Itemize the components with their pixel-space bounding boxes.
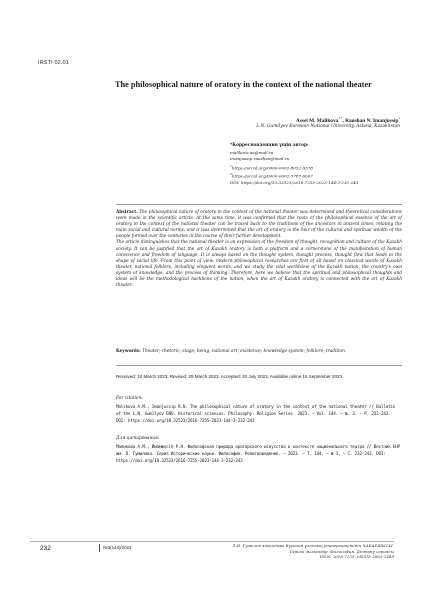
publication-dates: Received: 10 March 2023. Revised: 25 March 2023. Accepted: 30 July 2023. Available online 15 September 2023. — [116, 374, 344, 379]
bulletin-line: Л.Н. Гумилев атындағы Еуразия ұлттық университетінің ХАБАРШЫСЫ. — [232, 543, 394, 548]
author-separator: , — [342, 117, 346, 124]
abstract-paragraph: The article distinguishes that the national theater is an expression of the freedom of thought, recognition and culture of the Kazakh society. It can be justified that the art of Kazakh oratory is both a platform and a cornerstone of the manifestation of human conscience and freedom of language. It is always based on the thought system, thought process, thought flow that leads to the shape of social life. From this point of view, modern philosophical researches are first of all based on classical words of Kazakh theater, national folklore, including eloquent words, and we study the vital worldview of the Kazakh nation, the country's own system of knowledge, and the process of thinking. Therefore, here we believe that the spiritual and philosophical thoughts and ideas will be the methodological backbone of the nation, when the art of Kazakh oratory is connected with the art of Kazakh theater. — [116, 240, 402, 289]
keywords-text: Theater; rhetoric; stage; being; national art; existence; knowledge system; folklore; tradition. — [140, 349, 347, 354]
footer-divider — [30, 541, 394, 542]
citation-english: Malikova A.M., Imanjussip R.N. The philosophical nature of oratory in the context of the national theater // Bulletin of the L.N. Gumilyov ENU. Historical sciences. Philosophy. Religion Series. 2023. – Vol. 144. – №. 3. – P. 232-243. DOI: https://doi.org/10.32523/2616-7255-2023-144-3-232-243 — [116, 405, 396, 424]
footer-separator — [99, 544, 100, 552]
orcid-mark: 2 — [230, 172, 232, 177]
citation-label: For citation: — [116, 396, 143, 401]
author-first: Assel M. Malikova — [296, 117, 339, 124]
doi-link[interactable]: DOI: https://doi.org/10.32523/2616-7255-2023-144-3-232-243 — [230, 180, 359, 186]
contact-block — [230, 143, 402, 187]
section-divider — [116, 204, 402, 205]
bulletin-line: Тарихи ғылымдар. Философия. Дінтану сериясы — [289, 548, 394, 554]
contact-lead: *Корреспонденция үшін автор: — [230, 143, 309, 148]
email-link[interactable]: malikova.as@mail.ru — [230, 149, 274, 155]
affiliation: L.N. Gumilyov Eurasian National University, Astana, Kazakhstan — [256, 124, 400, 129]
orcid-mark: 1 — [230, 163, 232, 168]
author-second-marks: 1 — [398, 116, 400, 120]
authors — [200, 116, 400, 124]
irsti-code: IRSTI 02.01 — [38, 60, 69, 66]
article-title: The philosophical nature of oratory in the context of the national theater — [115, 80, 372, 89]
abstract-label: Abstract. — [116, 210, 138, 215]
author-second: Raushan N. Imanjussip — [345, 117, 399, 124]
orcid-link[interactable]: https://orcid.org/0000-0002-5787-6607 — [231, 173, 313, 179]
journal-issue: №3(144)/2023 — [103, 545, 132, 550]
keywords — [116, 349, 402, 355]
keywords-label: Keywords: — [116, 349, 141, 354]
citation-label: Для цитирования: — [116, 436, 160, 441]
page-number: 232 — [40, 545, 51, 552]
abstract — [116, 210, 402, 289]
email-link[interactable]: imanjussip.raushan@mail.ru — [230, 156, 290, 161]
section-divider — [116, 365, 402, 366]
abstract-paragraph: The philosophical nature of oratory in the context of the national theater was determined and theoretical considerations were made in the scientific article. At the same time, it was confirmed that the roots of the philosophical essence of the art of oratory in the context of the national theater can be traced back to the traditions of the ancestors in ancient times, relating the main social and cultural norms, and it was determined that the art of oratory is the heir of the cultural and spiritual wealth of the people formed over the centuries in the course of their further development. — [116, 210, 402, 240]
citation-russian: Маликова А.М., Имамжүсіп Р.Н. Философская природа ораторского искусства в контексте национального театра // Вестник ЕНУ им. Л. Гумилева. Серия Исторические науки. Философия. Религиоведение. – 2023. – Т. 144. – № 3. – С. 232-243. DOI: https://doi.org/10.32523/2616-7255-2023-144-3-232-243 — [116, 445, 401, 464]
author-first-marks: 1,* — [338, 116, 343, 120]
orcid-link[interactable]: https://orcid.org/0000-0002-8052-9378 — [231, 164, 313, 170]
bulletin-line: ISSN: 2616-7255, eISSN: 2663-2489 — [319, 554, 394, 559]
bulletin-info — [230, 543, 394, 560]
